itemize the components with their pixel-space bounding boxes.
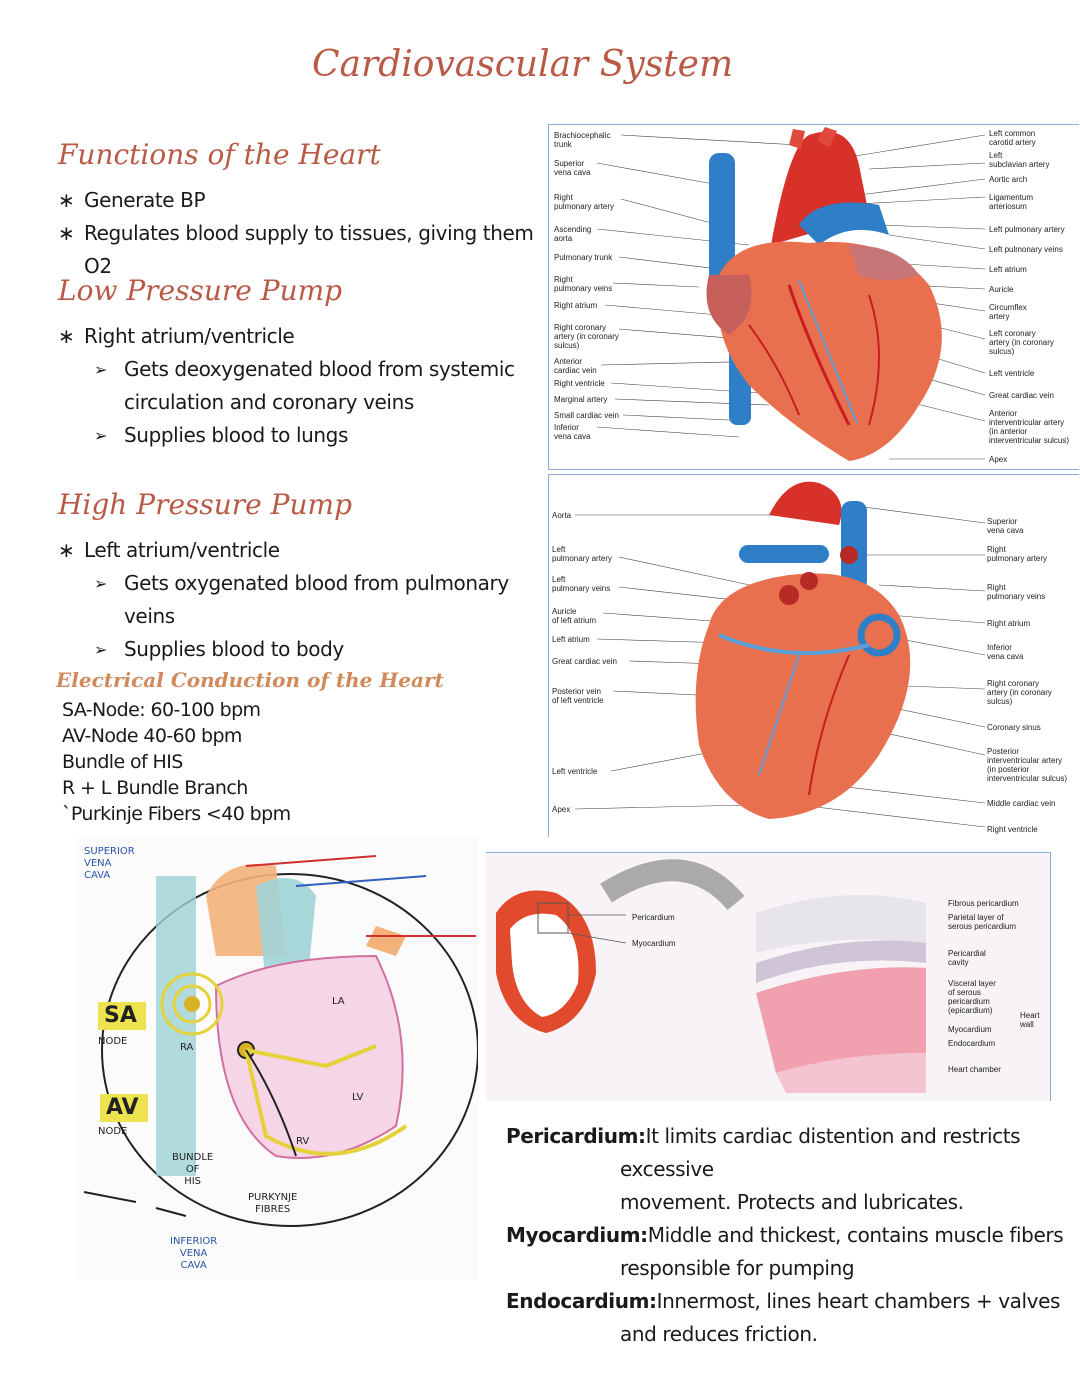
list-item bbox=[58, 633, 538, 666]
low-pressure-sub2: Supplies blood to lungs bbox=[124, 423, 348, 447]
definition-text: It limits cardiac distention and restricts bbox=[645, 1124, 1021, 1148]
figure-label: Left pulmonary artery bbox=[552, 545, 613, 563]
definition-text: responsible for pumping bbox=[620, 1256, 855, 1280]
figure-label: Right pulmonary veins bbox=[554, 275, 613, 293]
definition-cont bbox=[506, 1153, 1066, 1186]
list-item bbox=[58, 534, 538, 567]
conduction-heading: Electrical Conduction of the Heart bbox=[56, 668, 444, 692]
sketch-label-av: AV bbox=[106, 1095, 139, 1120]
figure-label: Aorta bbox=[552, 511, 572, 520]
bullet-icon: ∗ bbox=[58, 324, 75, 348]
definition-cont bbox=[506, 1252, 1066, 1285]
heart-wall-illustration bbox=[486, 853, 1050, 1101]
arrow-bullet-icon: ➢ bbox=[94, 426, 108, 445]
list-item: Bundle of HIS bbox=[62, 751, 183, 773]
high-pressure-list bbox=[58, 534, 538, 666]
figure-label: Middle cardiac vein bbox=[987, 799, 1056, 808]
definition-term: Myocardium: bbox=[506, 1223, 648, 1247]
figure-label: Right coronary artery (in coronary sulcus) bbox=[554, 323, 619, 350]
figure-label: Myocardium bbox=[632, 939, 676, 948]
definitions bbox=[506, 1120, 1066, 1351]
list-item: R + L Bundle Branch bbox=[62, 777, 248, 799]
definition-text: Middle and thickest, contains muscle fibers bbox=[647, 1223, 1064, 1247]
sketch-label-svc: SUPERIOR VENA CAVA bbox=[84, 846, 135, 881]
figure-label: Left pulmonary veins bbox=[989, 245, 1063, 254]
high-pressure-sub1: Gets oxygenated blood from pulmonary veins bbox=[124, 571, 509, 628]
arrow-bullet-icon: ➢ bbox=[94, 360, 108, 379]
figure-label: Superior vena cava bbox=[987, 517, 1024, 535]
figure-label: Marginal artery bbox=[554, 395, 608, 404]
figure-label: Pericardial cavity bbox=[948, 949, 986, 967]
definition-text: and reduces friction. bbox=[620, 1322, 818, 1346]
sketch-label-bundle: BUNDLE OF HIS bbox=[172, 1152, 214, 1187]
figure-label: Right atrium bbox=[987, 619, 1031, 628]
definition-pericardium bbox=[506, 1120, 1066, 1153]
list-item: `Purkinje Fibers <40 bpm bbox=[62, 803, 291, 825]
figure-label: Right pulmonary artery bbox=[554, 193, 615, 211]
figure-label: Anterior interventricular artery (in anterior interventricular sulcus) bbox=[989, 409, 1070, 445]
figure-label: Right coronary artery (in coronary sulcus) bbox=[987, 679, 1052, 706]
functions-list bbox=[58, 184, 538, 283]
low-pressure-sub1: Gets deoxygenated blood from systemic bbox=[124, 357, 515, 381]
figure-label: Myocardium bbox=[948, 1025, 992, 1034]
low-pressure-sub1-cont: circulation and coronary veins bbox=[124, 390, 414, 414]
figure-label: Inferior vena cava bbox=[987, 643, 1024, 661]
sketch-label-ivc: INFERIOR VENA CAVA bbox=[170, 1236, 218, 1271]
list-item bbox=[58, 419, 538, 452]
conduction-sketch bbox=[76, 836, 478, 1280]
posterior-heart-figure bbox=[548, 474, 1079, 837]
figure-label: Right pulmonary veins bbox=[987, 583, 1046, 601]
high-pressure-sub2: Supplies blood to body bbox=[124, 637, 344, 661]
figure-label: Left coronary artery (in coronary sulcus) bbox=[989, 329, 1054, 356]
figure-label: Pulmonary trunk bbox=[554, 253, 613, 262]
page-title: Cardiovascular System bbox=[312, 44, 734, 85]
sketch-label-ra: RA bbox=[180, 1042, 194, 1053]
figure-label: Right atrium bbox=[554, 301, 598, 310]
figure-label: Ascending aorta bbox=[554, 225, 592, 243]
figure-label: Fibrous pericardium bbox=[948, 899, 1019, 908]
arrow-bullet-icon: ➢ bbox=[94, 574, 108, 593]
figure-label: Aortic arch bbox=[989, 175, 1028, 184]
figure-label: Left atrium bbox=[552, 635, 590, 644]
list-item bbox=[58, 353, 538, 386]
figure-label: Visceral layer of serous pericardium (epicardium) bbox=[948, 979, 996, 1015]
sketch-label-rv: RV bbox=[296, 1136, 310, 1147]
figure-label: Heart wall bbox=[1020, 1011, 1040, 1029]
figure-label: Posterior interventricular artery (in posterior interventricular sulcus) bbox=[987, 747, 1068, 783]
figure-label: Left subclavian artery bbox=[989, 151, 1050, 169]
figure-label: Apex bbox=[552, 805, 571, 814]
list-item bbox=[58, 567, 538, 633]
sketch-label-la: LA bbox=[332, 996, 345, 1007]
sketch-label-sa-node: NODE bbox=[98, 1036, 128, 1047]
figure-label: Inferior vena cava bbox=[554, 423, 591, 441]
bullet-icon: ∗ bbox=[58, 221, 75, 245]
figure-label: Posterior vein of left ventricle bbox=[552, 687, 604, 705]
list-item bbox=[58, 320, 538, 353]
list-item: SA-Node: 60-100 bpm bbox=[62, 699, 261, 721]
figure-label: Endocardium bbox=[948, 1039, 996, 1048]
definition-myocardium bbox=[506, 1219, 1066, 1252]
figure-label: Left common carotid artery bbox=[989, 129, 1036, 147]
arrow-bullet-icon: ➢ bbox=[94, 640, 108, 659]
low-pressure-main: Right atrium/ventricle bbox=[84, 324, 295, 348]
figure-label: Anterior cardiac vein bbox=[554, 357, 597, 375]
figure-label: Right ventricle bbox=[987, 825, 1038, 834]
figure-label: Left ventricle bbox=[552, 767, 598, 776]
list-item: AV-Node 40-60 bpm bbox=[62, 725, 242, 747]
conduction-list bbox=[62, 697, 291, 827]
anterior-heart-figure bbox=[548, 124, 1079, 470]
low-pressure-heading: Low Pressure Pump bbox=[58, 274, 343, 307]
bullet-icon: ∗ bbox=[58, 188, 75, 212]
functions-heading: Functions of the Heart bbox=[58, 138, 381, 171]
figure-label: Left pulmonary veins bbox=[552, 575, 611, 593]
low-pressure-list bbox=[58, 320, 538, 452]
high-pressure-heading: High Pressure Pump bbox=[58, 488, 352, 521]
bullet-icon: ∗ bbox=[58, 538, 75, 562]
definition-text: Innermost, lines heart chambers + valves bbox=[656, 1289, 1061, 1313]
function-item-2: Regulates blood supply to tissues, giving them O2 bbox=[84, 221, 534, 278]
list-item bbox=[58, 386, 538, 419]
sketch-label-sa: SA bbox=[104, 1003, 137, 1028]
figure-label: Circumflex artery bbox=[989, 303, 1027, 321]
figure-label: Great cardiac vein bbox=[989, 391, 1054, 400]
figure-label: Auricle bbox=[989, 285, 1014, 294]
list-item bbox=[58, 184, 538, 217]
definition-endocardium bbox=[506, 1285, 1066, 1318]
figure-label: Left pulmonary artery bbox=[989, 225, 1065, 234]
sketch-label-lv: LV bbox=[352, 1092, 364, 1103]
definition-term: Pericardium: bbox=[506, 1124, 646, 1148]
figure-label: Left ventricle bbox=[989, 369, 1035, 378]
figure-label: Apex bbox=[989, 455, 1008, 464]
definition-cont bbox=[506, 1318, 1066, 1351]
figure-label: Left atrium bbox=[989, 265, 1027, 274]
figure-label: Right pulmonary artery bbox=[987, 545, 1048, 563]
figure-label: Parietal layer of serous pericardium bbox=[948, 913, 1017, 931]
function-item-1: Generate BP bbox=[84, 188, 206, 212]
figure-label: Pericardium bbox=[632, 913, 675, 922]
definition-text: movement. Protects and lubricates. bbox=[620, 1190, 964, 1214]
sketch-label-av-node: NODE bbox=[98, 1126, 128, 1137]
figure-label: Heart chamber bbox=[948, 1065, 1001, 1074]
figure-label: Auricle of left atrium bbox=[552, 607, 597, 625]
figure-label: Coronary sinus bbox=[987, 723, 1041, 732]
definition-text: excessive bbox=[620, 1157, 714, 1181]
heart-wall-figure bbox=[486, 852, 1051, 1101]
high-pressure-main: Left atrium/ventricle bbox=[84, 538, 280, 562]
figure-label: Right ventricle bbox=[554, 379, 605, 388]
definition-term: Endocardium: bbox=[506, 1289, 657, 1313]
sketch-label-purkinje: PURKYNJE FIBRES bbox=[248, 1192, 298, 1215]
figure-label: Brachiocephalic trunk bbox=[554, 131, 611, 149]
figure-label: Great cardiac vein bbox=[552, 657, 617, 666]
definition-cont bbox=[506, 1186, 1066, 1219]
figure-label: Superior vena cava bbox=[554, 159, 591, 177]
figure-label: Small cardiac vein bbox=[554, 411, 619, 420]
figure-label: Ligamentum arteriosum bbox=[989, 193, 1034, 211]
